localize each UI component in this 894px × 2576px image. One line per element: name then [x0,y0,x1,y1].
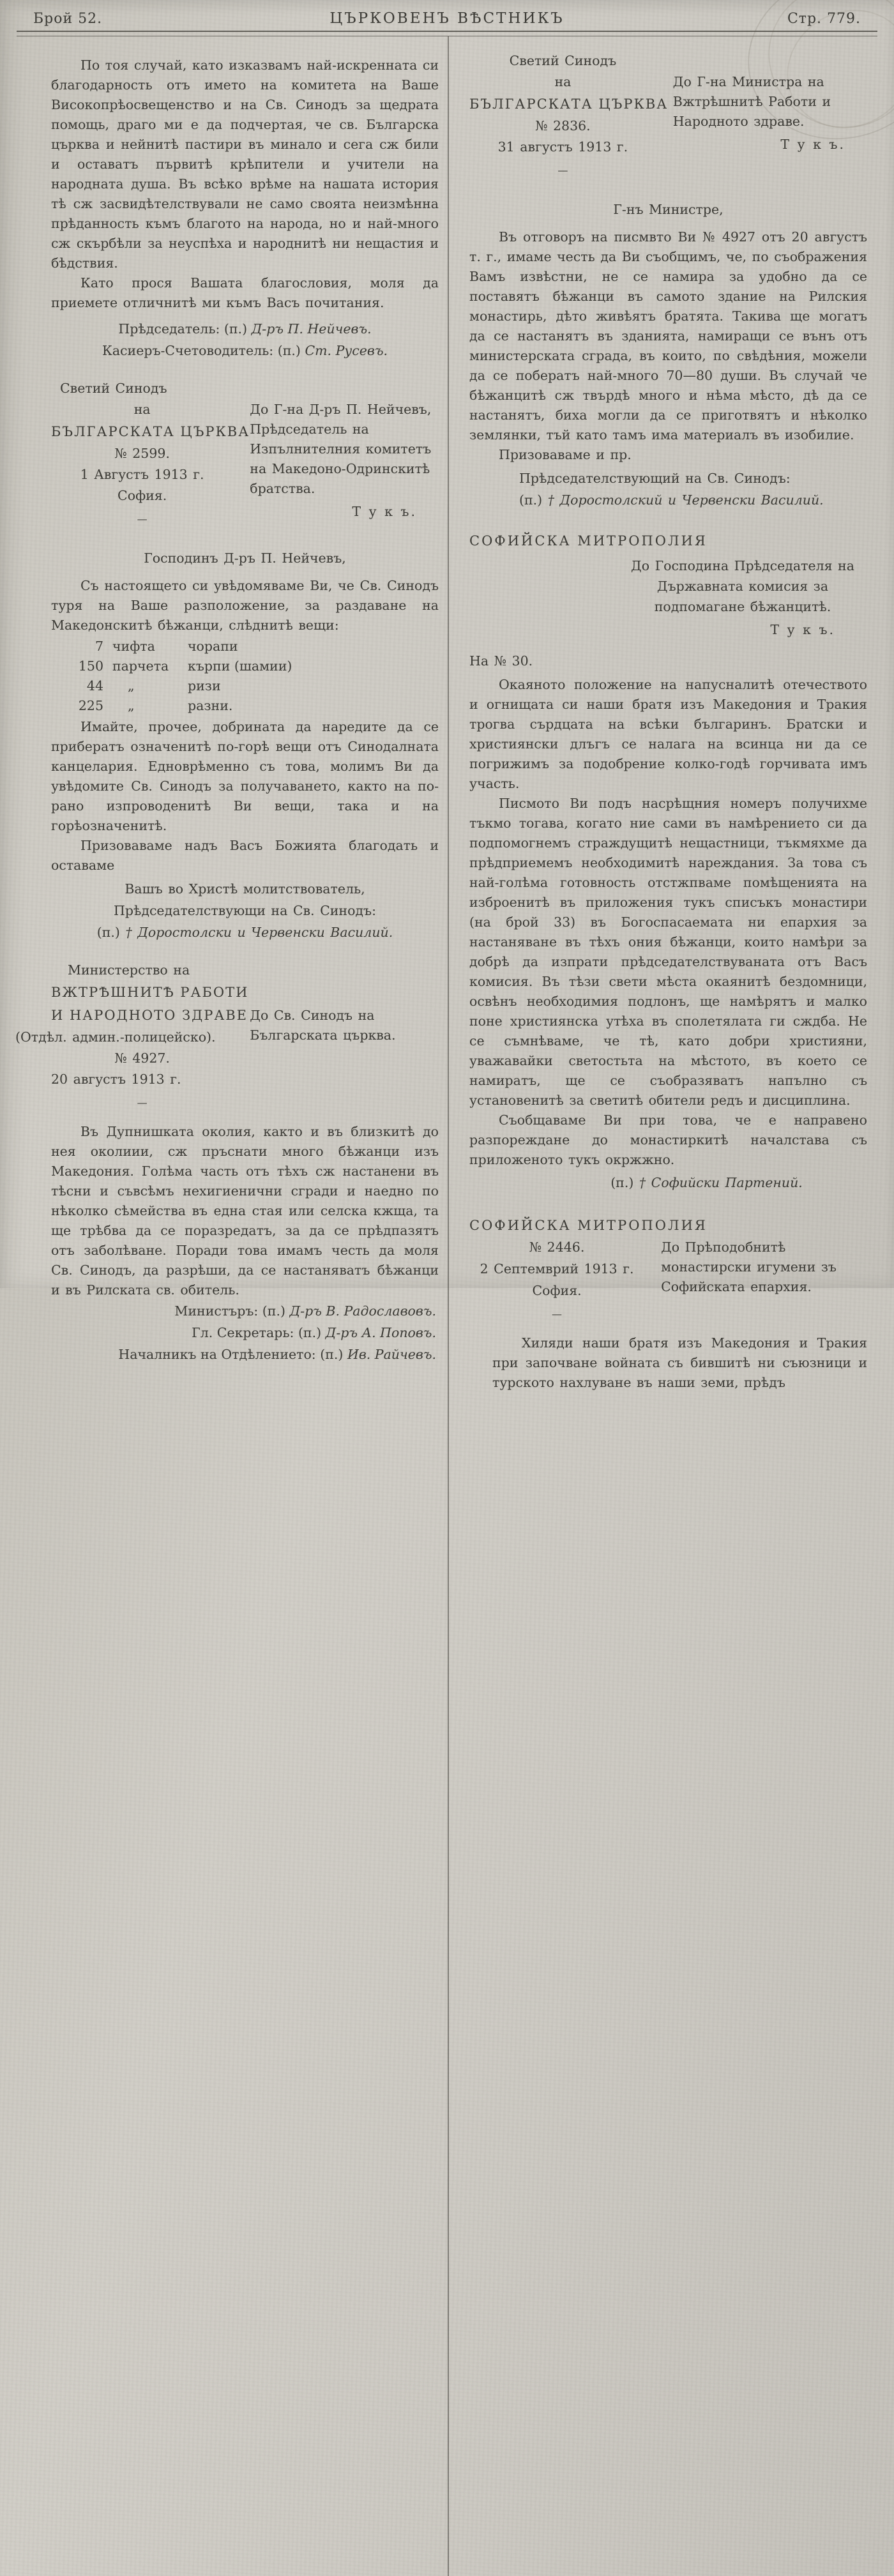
addressee: До Г-на Д-ръ П. Нейчевъ, Прѣдседатель на Изпълнителния комитетъ на Македоно-Одринскитѣ братства. [250,402,432,496]
section-heading: СОФИЙСКА МИТРОПОЛИЯ [469,533,708,549]
document-number: № 2836. [535,118,591,133]
item-quantity: 150 [78,658,103,674]
section-dash: — [137,1096,148,1109]
signature-name: Д-ръ П. Нейчевъ. [251,321,372,337]
closing-line: Прѣдседателствующи на Св. Синодъ: [113,903,377,918]
paragraph: Въ Дупнишката околия, както и въ близкитѣ до нея околиии, сж пръснати много бѣжанци изъ Македония. Голѣма часть отъ тѣхъ сж настанени въ тѣсни и съвсѣмъ нехигиенични сгради и наедно по нѣколко сѣмейства въ една стая или селска кжща, та ще трѣбва да се поразредатъ, за да се прѣдпазятъ отъ заболѣване. Поради това имамъ честь да моля Св. Синодъ, да разрѣши, да се настаняватъ бѣжанци и въ Рилската св. обитель. [51,1124,439,1298]
items-list [51,637,439,716]
section-dash: — [137,513,148,525]
right-column [448,36,894,1393]
columns [0,36,894,1393]
left-column [0,36,448,1365]
article-dupnitsa-letter [51,1122,439,1365]
letterhead-addressee-block [644,1236,867,1327]
signature-prefix: (п.) [610,1175,634,1190]
addressee: До Прѣподобнитѣ монастирски игумени зъ Софийската епархия. [661,1239,837,1294]
item-quantity: 44 [86,678,103,693]
item-quantity: 7 [95,639,103,654]
addressee: До Г-на Министра на Вжтрѣшнитѣ Работи и Народното здраве. [672,74,831,129]
reference-number: На № 30. [469,653,533,669]
document-date: 31 августъ 1913 г. [497,139,628,155]
org-name-caps: И НАРОДНОТО ЗДРАВЕ [51,1008,248,1023]
signature-name: † Софийски Партений. [639,1175,803,1190]
signature-name: Д-ръ А. Поповъ. [325,1325,436,1340]
letterhead-addressee-block [618,556,867,642]
org-name-caps: БЪЛГАРСКАТА ЦЪРКВА [51,424,250,439]
section-dash: — [552,1308,563,1320]
item-name: разни. [188,698,233,713]
paragraph: Окаяното положение на напусналитѣ отечеството и огнищата си наши братя изъ Македония и Тракия трогва сърдцата на всѣки българинъ. Братски и християнски длъгъ се налага на всинца ни да се погрижимъ за подобрение колко-годѣ горчивата имъ участь. [469,677,867,791]
signature-prefix: (п.) [96,925,120,940]
page-number: Стр. 779. [787,11,861,27]
item-quantity: 225 [78,698,103,713]
signature-line [51,1344,439,1365]
article-metropolia-commission [469,530,867,1195]
addressee-here: Т у к ъ. [352,504,417,519]
paragraph: Призоваваме надъ Васъ Божията благодать и оставаме [51,838,439,873]
document-date: 2 Септемврий 1913 г. [480,1261,634,1277]
signature-prefix: (п.) [519,492,543,508]
document-date: 20 августъ 1913 г. [51,1072,181,1087]
addressee-here: Т у к ъ. [780,137,845,152]
article-minister-reply [469,200,867,511]
salutation: Г-нъ Министре, [613,202,724,217]
item-unit: „ [128,698,135,713]
signature-name: † Доростолски и Червенски Василий. [125,925,393,940]
signature-line [51,1322,439,1344]
signature-line [51,921,439,943]
org-name: Светий Синодъ [509,53,617,68]
paragraph: Съобщаваме Ви при това, че е направено разпореждане до монастиркитѣ началстава съ приложеното тукъ окржжно. [469,1112,867,1167]
item-name: чорапи [188,639,238,654]
list-item [51,696,439,716]
document-number: № 2599. [114,446,170,461]
document-place: София. [117,488,167,503]
letterhead-org-block [15,960,249,1116]
signature-line [51,318,439,340]
list-item [51,676,439,696]
org-name-caps: ВЖТРѢШНИТѢ РАБОТИ [51,985,249,1000]
org-name: на [133,402,151,417]
metropolia-letterhead [469,1236,867,1327]
synod-letterhead [51,378,439,532]
letterhead-org-block [469,50,669,183]
article-thanks-letter [51,56,439,361]
item-unit: чифта [112,639,155,654]
signature-name: Ив. Райчевъ. [347,1347,436,1362]
org-department: (Отдѣл. админ.-полицейско). [15,1029,216,1045]
addressee: До Господина Прѣдседателя на Държавната комисия за подпомагане бѣжанцитѣ. [631,558,854,614]
newspaper-title: ЦЪРКОВЕНЪ ВѢСТНИКЪ [330,10,564,27]
signature-line [51,340,439,361]
paragraph: Съ настоящето си увѣдомяваме Ви, че Св. Синодъ туря на Ваше разположение, за раздаване на Македонскитѣ бѣжанци, слѣднитѣ вещи: [51,578,439,633]
org-name: Светий Синодъ [60,381,167,396]
document-number: № 2446. [529,1239,585,1255]
article-items-letter [51,549,439,943]
document-date: 1 Августъ 1913 г. [80,467,204,482]
letterhead-addressee-block [233,960,439,1116]
paragraph: Имайте, прочее, добрината да наредите да се прибератъ означенитѣ по-горѣ вещи отъ Синодалната канцелария. Едноврѣменно съ това, молимъ Ви да увѣдомите Св. Синодъ за получаването, както на по-рано изпроводенитѣ Ви вещи, така и на горѣозначенитѣ. [51,719,439,833]
column-divider-rule [448,36,449,2576]
org-name: Министерство на [68,962,190,978]
item-name: кърпи (шамии) [188,658,292,674]
paragraph: Хиляди наши братя изъ Македония и Тракия при започване войната съ бившитѣ ни съюзници и турското нахлуване въ наши земи, прѣдъ [492,1335,867,1390]
paragraph: По тоя случай, като изказвамъ най-искренната си благодарность отъ името на комитета на Ваше Високопрѣосвещенство и на Св. Синодъ за щедрата помощь, драго ми е да подчертая, че св. Българска църква и нейнитѣ пастири въ минало и сега сж били и оставатъ първитѣ крѣпители и учители на народната душа. Въ всѣко врѣме на нашата история тѣ сж засвидѣтелствували не само своята неизмѣнна прѣданность къмъ благото на народа, но и най-много сж скърбѣли за неуспѣха и народнитѣ ни нещастия и бѣдствия. [51,57,439,271]
section-heading: СОФИЙСКА МИТРОПОЛИЯ [469,1218,708,1233]
org-name: на [554,74,572,89]
signature-role: Касиеръ-Счетоводитель: (п.) [102,343,301,358]
synod-letterhead [469,50,867,183]
article-metropolia-abbots [469,1215,867,1393]
closing-block [51,878,439,943]
closing-line: Вашъ во Христѣ молитствователь, [125,881,365,897]
signature-name: † Доростолский и Червенски Василий. [547,492,824,508]
signature-role: Министъръ: (п.) [174,1303,285,1319]
letterhead-addressee-block [656,50,867,183]
paragraph: Като прося Вашата благословия, моля да приемете отличнитѣ ми къмъ Васъ почитания. [51,275,439,310]
signature-role: Началникъ на Отдѣлението: (п.) [118,1347,344,1362]
document-place: София. [532,1283,582,1298]
signature-line [519,489,867,511]
org-name-caps: БЪЛГАРСКАТА ЦЪРКВА [469,96,669,112]
issue-number: Брой 52. [33,11,103,27]
addressee-here: Т у к ъ. [770,622,835,637]
signature-line [51,1300,439,1322]
section-dash: — [557,164,568,176]
signature-role: Прѣдседатель: (п.) [118,321,248,337]
paragraph: Въ отговоръ на писмвто Ви № 4927 отъ 20 августъ т. г., имаме честь да Ви съобщимъ, че, по съображения Вамъ извѣстни, не се намира за удобно да се поставятъ бѣжанци въ самото здание на Рилския монастирь, дѣто живѣятъ братята. Такива ще могатъ да се настанятъ въ зданията, намиращи се вънъ отъ министерската сграда, въ които, по свѣдѣния, можели да се побератъ най-много 70—80 души. Въ случай че бѣжанцитѣ сж твърдѣ много и нѣма мѣсто, дѣ да се настанятъ, биха могли да се приготвятъ и нѣколко землянки, тъй като тамъ има материалъ въ изобилие. [469,229,867,443]
signature-role: Гл. Секретарь: (п.) [192,1325,322,1340]
letterhead-org-block [51,378,250,532]
signature-name: Д-ръ В. Радославовъ. [289,1303,436,1319]
salutation: Господинъ Д-ръ П. Нейчевъ, [144,550,346,566]
item-unit: парчета [112,658,169,674]
letterhead-addressee-block [233,378,439,532]
masthead [0,0,894,31]
letterhead-org-block [469,1236,644,1327]
list-item [51,656,439,676]
masthead-rule [17,31,877,36]
ministry-letterhead [15,960,439,1116]
signature-name: Ст. Русевъ. [305,343,388,358]
paragraph: Писмото Ви подъ насрѣщния номеръ получихме тъкмо тогава, когато ние сами въ намѣрението си да подпомогнемъ страждущитѣ нещастници, тъкмяхме да прѣдприемемъ необходимитѣ нареждания. За това съ най-голѣма готовность отстжпваме помѣщенията на изброенитѣ въ приложения тукъ списъкъ монастири (на брой 33) въ Богоспасаемата ни епархия за настаняване въ тѣхъ ония бѣжанци, които намѣри за добрѣ да изпрати прѣдседателствуваната отъ Васъ комисия. Въ тѣзи свети мѣста окаянитѣ бездомници, освѣнъ необходимия подлонъ, ще намѣрятъ и малко поне християнска утѣха въ сполетялата ги сждба. Не се съмнѣваме, че тѣ, като добри християни, уважавайки светостьта на мѣстото, въ което се намиратъ, ще се съобразяватъ напълно съ установенитѣ за светитѣ обители редъ и дисциплина. [469,796,867,1108]
signature-line [469,1170,867,1195]
addressee: До Св. Синодъ на Българската църква. [250,1008,396,1043]
item-name: ризи [188,678,221,693]
list-item [51,637,439,656]
item-unit: „ [128,678,135,693]
document-number: № 4927. [114,1050,170,1066]
closing-line: Прѣдседателствующий на Св. Синодъ: [519,471,791,486]
closing-block [469,467,867,511]
paragraph: Призоваваме и пр. [499,447,632,462]
